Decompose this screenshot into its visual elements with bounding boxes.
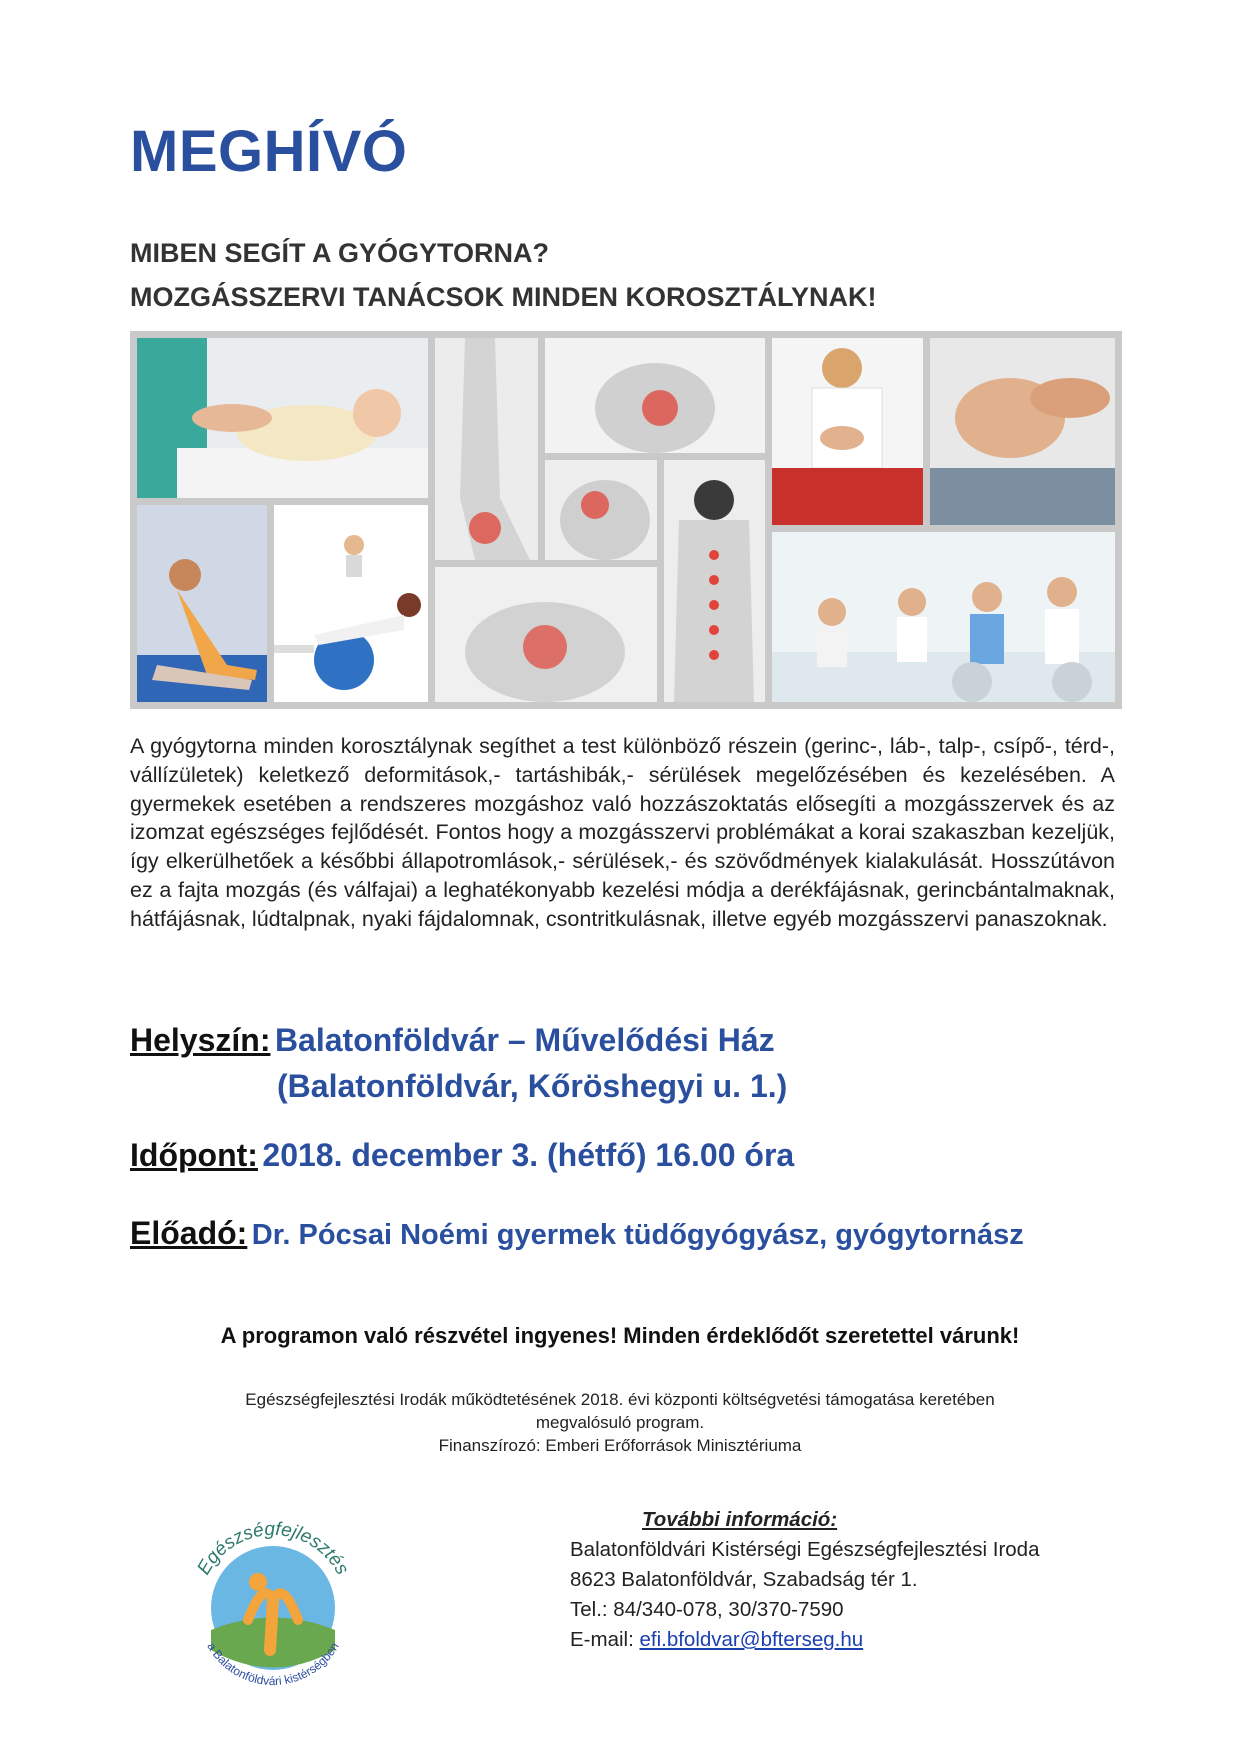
contact-info <box>570 1505 1039 1655</box>
location-label: Helyszín: <box>130 1022 271 1058</box>
description-paragraph: A gyógytorna minden korosztálynak segíthet a test különböző részein (gerinc-, láb-, talp-, csípő-, térd-, vállízületek) keletkező deformitások,- tartáshibák,- sérülések megelőzésében és kezelésében. A gyermekek esetében a rendszeres mozgáshoz való hozzászoktatás elősegíti a mozgásszervek és az izomzat egészséges fejlődését. Fontos hogy a mozgásszervi problémákat a korai szakaszban kezeljük, így elkerülhetőek a későbbi állapotromlások,- sérülések,- és szövődmények kialakulását. Hosszútávon ez a fajta mozgás (és válfajai) a leghatékonyabb kezelési módja a derékfájásnak, gerincbántalmaknak, hátfájásnak, lúdtalpnak, nyaki fájdalomnak, csontritkulásnak, illetve egyéb mozgásszervi panaszoknak. <box>130 734 1115 931</box>
speaker-value: Dr. Pócsai Noémi gyermek tüdőgyógyász, gyógytornász <box>251 1219 1024 1251</box>
funding-line-1: Egészségfejlesztési Irodák működtetésének 2018. évi központi költségvetési támogatása keretében <box>245 1390 995 1409</box>
funding-note <box>130 1388 1110 1457</box>
funding-line-2: megvalósuló program. <box>535 1413 705 1432</box>
therapist-photo <box>772 338 923 525</box>
stretching-photo <box>137 505 267 702</box>
shoulder-pain-photo <box>545 460 657 560</box>
lower-back-pain-photo <box>435 567 657 702</box>
location-address: (Balatonföldvár, Kőröshegyi u. 1.) <box>277 1068 788 1104</box>
seniors-exercise-photo <box>772 532 1115 702</box>
back-pain-photo <box>664 460 765 702</box>
subtitle-line-2: MOZGÁSSZERVI TANÁCSOK MINDEN KOROSZTÁLYNAK! <box>130 282 877 312</box>
contact-email-label: E-mail: <box>570 1628 640 1651</box>
contact-org: Balatonföldvári Kistérségi Egészségfejlesztési Iroda <box>570 1538 1040 1561</box>
logo-text-top: Egészségfejlesztés <box>193 1518 353 1579</box>
photo-collage <box>130 331 1122 709</box>
elbow-pain-photo <box>435 338 538 560</box>
date-value: 2018. december 3. (hétfő) 16.00 óra <box>262 1137 795 1173</box>
subtitle-line-1: MIBEN SEGÍT A GYÓGYTORNA? <box>130 238 550 268</box>
free-participation-note: A programon való részvétel ingyenes! Minden érdeklődőt szeretettel várunk! <box>220 1323 1020 1348</box>
date-row <box>130 1137 794 1174</box>
knee-massage-photo <box>930 338 1115 525</box>
contact-email-row <box>570 1625 1039 1655</box>
location-row <box>130 1022 775 1059</box>
organization-logo <box>178 1510 368 1700</box>
contact-title: További információ: <box>642 1508 838 1531</box>
date-label: Időpont: <box>130 1137 258 1173</box>
speaker-label: Előadó: <box>130 1215 248 1251</box>
baby-therapy-photo <box>137 338 428 498</box>
knee-pain-photo <box>545 338 765 453</box>
funding-line-3: Finanszírozó: Emberi Erőforrások Minisztériuma <box>438 1436 802 1455</box>
page-title: MEGHÍVÓ <box>130 119 408 184</box>
location-value: Balatonföldvár – Művelődési Ház <box>274 1022 775 1058</box>
speaker-row <box>130 1215 1024 1252</box>
logo-text-bottom: a Balatonföldvári kistérségben <box>204 1640 342 1689</box>
contact-phone: Tel.: 84/340-078, 30/370-7590 <box>570 1598 844 1621</box>
contact-email-link[interactable]: efi.bfoldvar@bfterseg.hu <box>639 1628 864 1651</box>
contact-address: 8623 Balatonföldvár, Szabadság tér 1. <box>570 1568 918 1591</box>
ball-exercise-photo <box>274 505 428 702</box>
